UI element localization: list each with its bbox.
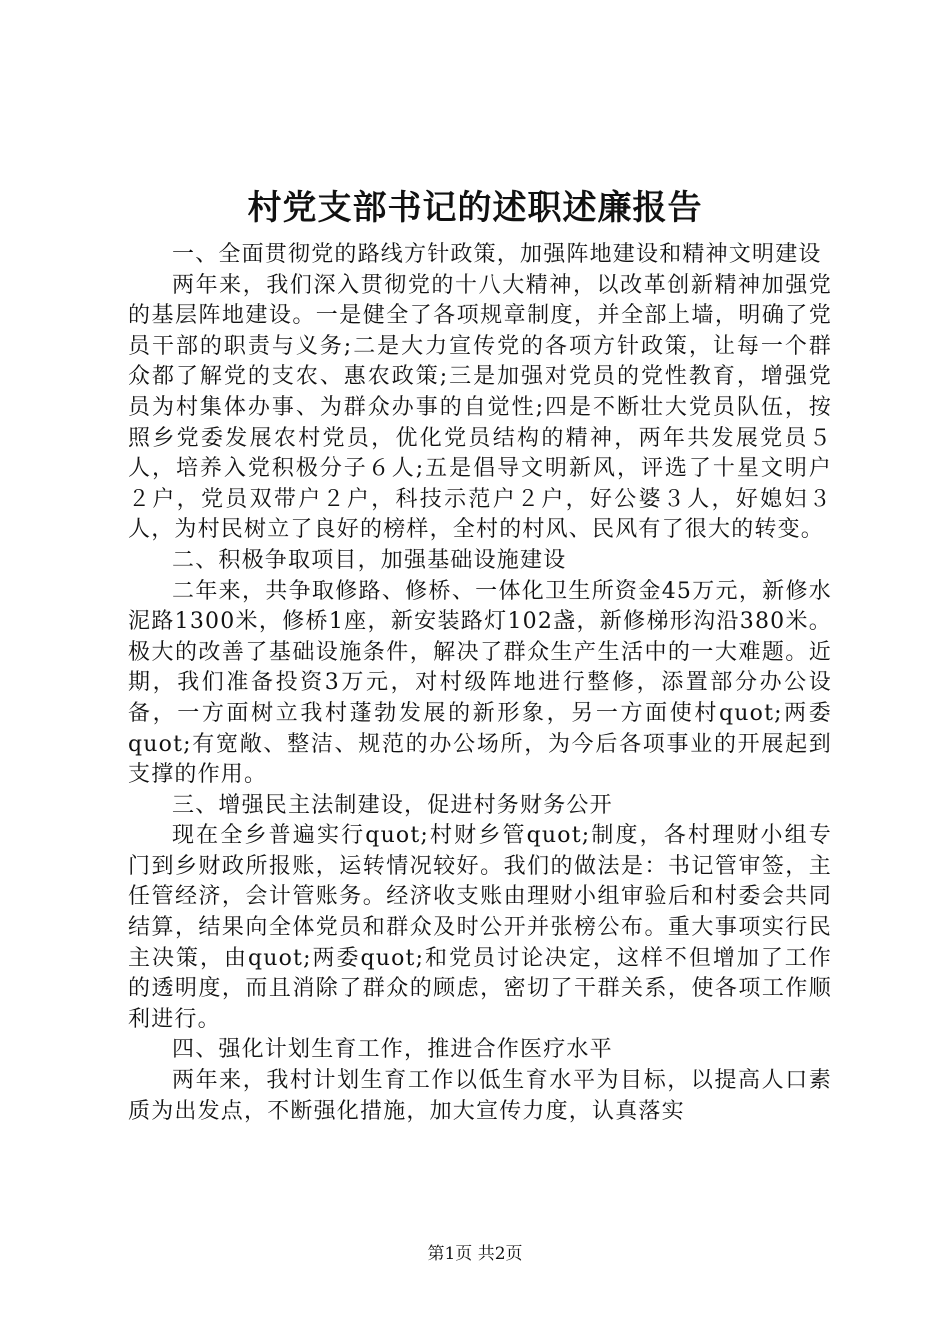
section-heading-1: 一、全面贯彻党的路线方针政策，加强阵地建设和精神文明建设 <box>172 242 822 267</box>
paragraph-4: 两年来，我村计划生育工作以低生育水平为目标，以提高人口素质为出发点，不断强化措施，加大宣传力度，认真落实 <box>128 1068 832 1124</box>
paragraph-1: 两年来，我们深入贯彻党的十八大精神，以改革创新精神加强党的基层阵地建设。一是健全了各项规章制度，并全部上墙，明确了党员干部的职责与义务;二是大力宣传党的各项方针政策，让每一个群众都了解党的支农、惠农政策;三是加强对党员的党性教育，增强党员为村集体办事、为群众办事的自觉性;四是不断壮大党员队伍，按照乡党委发展农村党员，优化党员结构的精神，两年共发展党员５人，培养入党积极分子６人;五是倡导文明新风，评选了十星文明户２户，党员双带户２户，科技示范户２户，好公婆３人，好媳妇３人，为村民树立了良好的榜样，全村的村风、民风有了很大的转变。 <box>128 272 832 543</box>
section-heading-4: 四、强化计划生育工作，推进合作医疗水平 <box>172 1037 613 1063</box>
page-footer: 第1页 共2页 <box>427 1244 523 1264</box>
document-body <box>128 240 832 1127</box>
document-title: 村党支部书记的述职述廉报告 <box>247 188 703 228</box>
paragraph-3: 现在全乡普遍实行quot;村财乡管quot;制度，各村理财小组专门到乡财政所报账，运转情况较好。我们的做法是：书记管审签，主任管经济，会计管账务。经济收支账由理财小组审验后和村委会共同结算，结果向全体党员和群众及时公开并张榜公布。重大事项实行民主决策，由quot;两委quot;和党员讨论决定，这样不但增加了工作的透明度，而且消除了群众的顾虑，密切了干群关系，使各项工作顺利进行。 <box>128 823 832 1032</box>
section-heading-3: 三、增强民主法制建设，促进村务财务公开 <box>172 792 613 818</box>
paragraph-2: 二年来，共争取修路、修桥、一体化卫生所资金45万元，新修水泥路1300米，修桥1座，新安装路灯102盏，新修梯形沟沿380米。极大的改善了基础设施条件，解决了群众生产生活中的一大难题。近期，我们准备投资3万元，对村级阵地进行整修，添置部分办公设备，一方面树立我村蓬勃发展的新形象，另一方面使村quot;两委quot;有宽敞、整洁、规范的办公场所，为今后各项事业的开展起到支撑的作用。 <box>128 578 832 788</box>
section-heading-2: 二、积极争取项目，加强基础设施建设 <box>172 547 567 573</box>
